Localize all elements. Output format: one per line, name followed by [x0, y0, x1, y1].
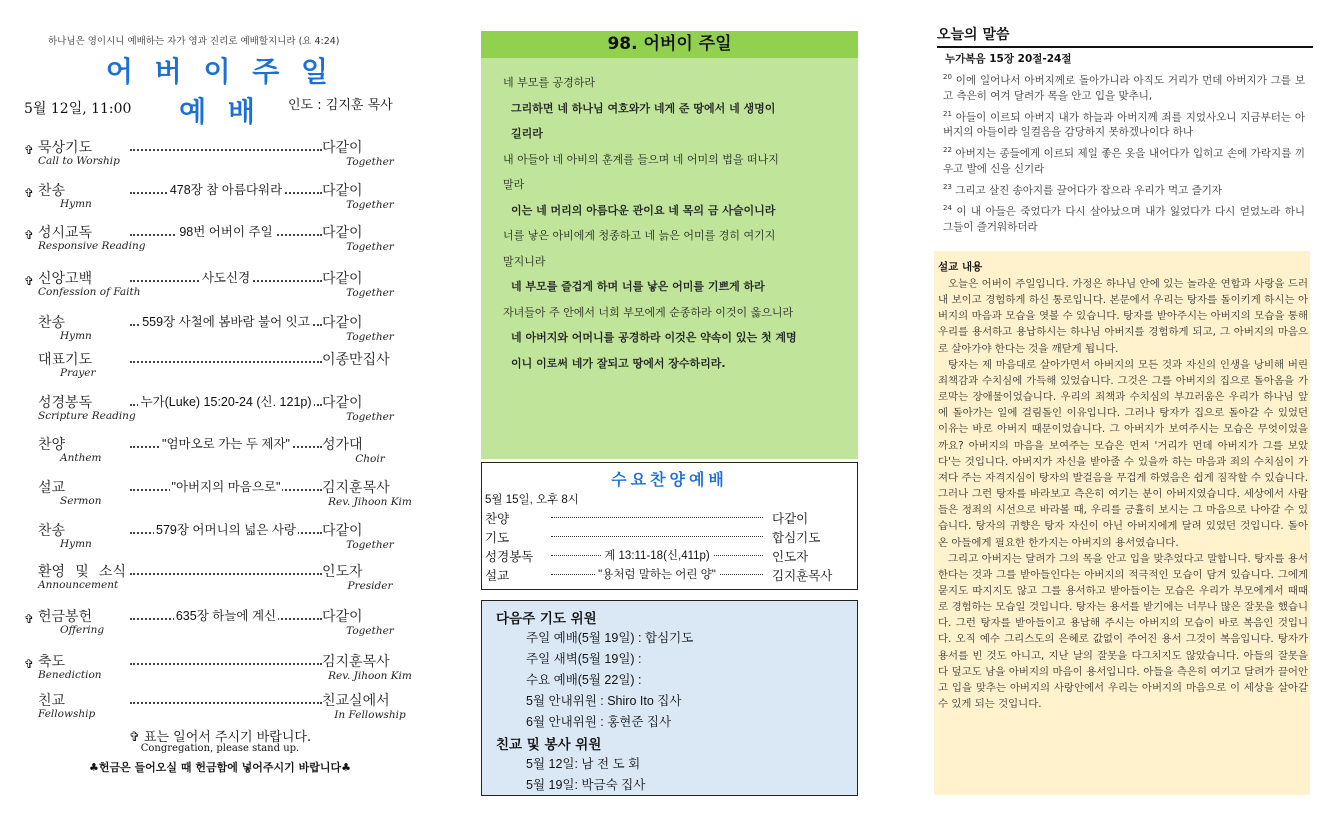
- responsive-reading-title: 98. 어버이 주일: [481, 31, 858, 58]
- order-item-leader: 다같이: [322, 315, 363, 331]
- order-item-name: 찬송: [38, 183, 66, 199]
- wednesday-item-leader: 김지훈목사: [772, 568, 833, 583]
- order-item-name: 대표기도: [38, 352, 93, 368]
- sermon-paragraph: 그리고 아버지는 달려가 그의 목을 안고 입을 맞추었다고 말합니다. 탕자를 용서한다는 것과 그를 받아들인다는 아버지의 적극적인 모습이 담겨 있습니다. 그에게 묻지도 따지지도 않고 그를 용서하고 받아들이는 모습은 우리가 부모에게서 때때로 경험하는 모습일 것입니다. 탕자는 용서를 받기에는 너무나 많은 잘못을 했습니다. 그런 탕자를 받아들이고 용납해 주시는 아버지의 모습이 바로 복음인 것입니다. 오직 예수 그리스도의 은혜로 값없이 주어진 용서 그것이 복음입니다. 탕자가 용서를 빈 것도 아니고, 지난 날의 잘못을 다그치지도 않았습니다. 아들의 잘못을 다 덮고도 남을 아버지의 마음이 용서입니다. 아들을 측은히 여기고 달려가 끌어안고 입을 맞추는 아버지의 사랑안에서 우리는 아버지의 마음으로 이 세상을 살아갈 수 있게 되는 것입니다.: [938, 552, 1308, 711]
- order-item-name: 친교: [38, 693, 66, 709]
- prayer-item: 5월 안내위원 : Shiro Ito 집사: [526, 694, 682, 708]
- verse-text: 이에 일어나서 아버지께로 돌아가니라 아직도 거리가 먼데 아버지가 그를 보고 측은히 여겨 달려가 목을 안고 입을 맞추니,: [943, 74, 1305, 102]
- order-item-name: 환영 및 소식: [38, 564, 126, 580]
- order-item-detail-text: 사도신경: [201, 271, 251, 285]
- order-item: [20, 349, 420, 389]
- scripture-reference: 누가복음 15장 20절-24절: [945, 53, 1072, 65]
- dot-leader: [551, 517, 763, 518]
- order-item-detail: [126, 268, 326, 286]
- order-item-name: 성시교독: [38, 225, 93, 241]
- sermon-paragraph: 탕자는 제 마음대로 살아가면서 아버지의 모든 것과 자신의 인생을 낭비해 버린 죄책감과 수치심에 가득해 있었습니다. 그것은 그를 아버지의 집으로 돌아옴을 가로막는 장애물이었습니다. 우리의 죄책과 수치심의 부끄러움은 우리가 하나님 앞에 돌아가는 일에 걸림돌인 이유입니다. 그러나 탕자가 집으로 돌아갈 수 있었던 이유는 바로 아버지 때문이었습니다. 그 아버지가 보여주시는 모습은 무엇이었을까요? 아버지의 마음을 보여주는 모습은 먼저 '거리가 먼데 아버지가 그를 보았다'는 것입니다. 아버지가 자신을 받아줄 수 있을까 하는 마음과 죄의 수치심이 가져다 주는 자격지심이 탕자의 발걸음을 무겁게 하였음은 쉽게 짐작할 수 있습니다. 그러나 그런 탕자를 바라보고 측은히 여기는 분이 아버지였습니다. 세상에서 사람들은 정죄의 시선으로 바라볼 때, 우리를 긍휼히 보시는 그 마음으로 나아갈 수 있습니다. 탕자의 귀향은 탕자 자신이 아닌 아버지에게 달려 있었던 것입니다. 돌아온 아들에게 필요한 한가지는 아버지의 용서였습니다.: [938, 358, 1308, 549]
- order-item-leader: 성가대: [322, 437, 363, 453]
- order-item-name: 찬양: [38, 437, 66, 453]
- order-item-leader-en: Together: [346, 539, 394, 551]
- cross-icon: ✞: [24, 186, 35, 200]
- prayer-item: 수요 예배(5월 22일) :: [526, 673, 642, 687]
- order-item-leader-en: Together: [346, 241, 394, 253]
- order-item-leader: 친교실에서: [322, 693, 390, 709]
- order-item-detail: [126, 477, 326, 495]
- order-item: [20, 520, 420, 560]
- order-item-leader-en: Together: [346, 287, 394, 299]
- reading-line: 네 아버지와 어머니를 공경하라 이것은 약속이 있는 첫 계명: [511, 331, 797, 344]
- order-item-leader: 다같이: [322, 523, 363, 539]
- order-item: [20, 137, 420, 177]
- wednesday-item-name: 기도: [485, 530, 510, 545]
- order-item-detail: [126, 392, 326, 410]
- order-item-leader-en: Together: [346, 411, 394, 423]
- wednesday-service-date: 5월 15일, 오후 8시: [485, 494, 579, 506]
- fellowship-item: 5월 19일: 박금숙 집사: [526, 778, 646, 792]
- order-item-detail: [126, 520, 326, 538]
- order-item-name: 설교: [38, 480, 66, 496]
- order-item-leader: 이종만집사: [322, 352, 390, 368]
- wednesday-item-leader: 인도자: [772, 549, 809, 564]
- wednesday-item-leader: 다같이: [772, 511, 809, 526]
- dot-leader: [130, 351, 322, 363]
- order-item: [20, 690, 420, 730]
- verse-text: 아버지는 종들에게 이르되 제일 좋은 옷을 내어다가 입히고 손에 가락지를 끼우고 발에 신을 신기라: [943, 147, 1305, 175]
- cross-icon: ✞: [24, 274, 35, 288]
- verse-number: 24: [943, 204, 952, 212]
- dot-leader: [130, 692, 322, 704]
- dot-leader: [130, 563, 322, 575]
- order-item: [20, 268, 420, 308]
- prayer-heading: 다음주 기도 위원: [496, 611, 597, 627]
- reading-line: 말지니라: [503, 254, 546, 268]
- prayer-committee-box: [481, 600, 858, 796]
- verse-number: 20: [943, 73, 952, 81]
- order-item: [20, 651, 420, 691]
- wednesday-service-title: 수요찬양예배: [611, 470, 728, 489]
- order-item-name-en: Sermon: [60, 495, 102, 507]
- order-item-detail: [126, 606, 326, 624]
- scripture-verse: [943, 70, 1305, 104]
- offering-note: ♣헌금은 들어오실 때 헌금함에 넣어주시기 바랍니다♣: [88, 761, 351, 774]
- sermon-box: [934, 251, 1310, 795]
- order-item-detail: [126, 180, 326, 198]
- cross-icon: ✞: [24, 612, 35, 626]
- verse-text: 아들이 이르되 아버지 내가 하늘과 아버지께 죄를 지었사오니 지금부터는 아버지의 아들이라 일컬음을 감당하지 못하겠나이다 하나: [943, 111, 1305, 138]
- order-item-name: 찬송: [38, 315, 66, 331]
- order-item-detail-text: "아버지의 마음으로": [171, 480, 281, 494]
- order-item-name-en: Prayer: [60, 367, 96, 379]
- order-item-leader: 다같이: [322, 183, 363, 199]
- order-item: [20, 606, 420, 646]
- wednesday-item-detail: [547, 547, 767, 563]
- order-item: [20, 312, 420, 352]
- order-item-leader-en: Together: [346, 199, 394, 211]
- order-item-name-en: Scripture Reading: [38, 410, 136, 422]
- order-item: [20, 392, 420, 432]
- dot-leader: [130, 139, 322, 151]
- wednesday-item-detail-text: "용처럼 말하는 어린 양": [595, 569, 719, 581]
- stand-note: ✞ 표는 일어서 주시기 바랍니다.: [128, 730, 312, 745]
- page-title: 어 버 이 주 일 예 배: [105, 55, 335, 128]
- order-item-detail-text: 559장 사철에 봄바람 불어 잇고: [142, 315, 310, 329]
- order-item-name: 신앙고백: [38, 271, 93, 287]
- order-item-leader: 인도자: [322, 564, 363, 580]
- dot-leader: [130, 653, 322, 665]
- order-item-name-en: Confession of Faith: [38, 286, 141, 298]
- order-item-name-en: Anthem: [60, 452, 102, 464]
- order-item: [20, 477, 420, 517]
- verse-number: 23: [943, 182, 952, 191]
- wednesday-item-detail-text: 계 13:11-18(신,411p): [601, 550, 713, 562]
- order-item-name-en: Responsive Reading: [38, 240, 146, 252]
- order-item-name: 찬송: [38, 523, 66, 539]
- order-item: [20, 434, 420, 474]
- order-item-leader-en: Presider: [347, 580, 393, 592]
- wednesday-item-leader: 합심기도: [772, 530, 821, 545]
- order-item-name-en: Hymn: [60, 330, 92, 342]
- order-item-leader-en: Together: [346, 331, 394, 343]
- wednesday-item-detail: [547, 566, 767, 582]
- wednesday-item-name: 찬양: [485, 511, 510, 526]
- order-item-name-en: Call to Worship: [38, 155, 120, 167]
- wednesday-order-item: [485, 528, 855, 546]
- verse-number: 22: [943, 146, 952, 154]
- reading-line: 이는 네 머리의 아름다운 관이요 네 목의 금 사슬이니라: [511, 203, 776, 217]
- cross-icon: ✞: [24, 657, 35, 671]
- order-item-name-en: Hymn: [60, 198, 92, 210]
- scripture-verse: [943, 143, 1305, 177]
- order-item-name-en: Fellowship: [38, 708, 96, 720]
- reading-line: 길리라: [511, 127, 543, 140]
- order-item-name-en: Announcement: [38, 579, 119, 591]
- order-item-leader: 김지훈목사: [322, 480, 390, 496]
- wednesday-order-item: [485, 547, 855, 565]
- order-item-detail-text: 579장 어머니의 넓은 사랑: [156, 523, 296, 537]
- reading-line: 내 아들아 네 아비의 훈계를 들으며 네 어미의 법을 떠나지: [503, 152, 779, 166]
- cross-icon: ✞: [24, 228, 35, 242]
- wednesday-service-box: [481, 462, 858, 590]
- order-item-leader-en: Rev. Jihoon Kim: [328, 496, 412, 508]
- verse-text: 그리고 살진 송아지를 끌어다가 잡으라 우리가 먹고 즐기자: [955, 184, 1223, 196]
- reading-line: 네 부모를 공경하라: [503, 76, 596, 89]
- scripture-verse: [943, 201, 1305, 235]
- order-item-name-en: Offering: [60, 624, 105, 636]
- reading-line: 이니 이로써 네가 잘되고 땅에서 장수하리라.: [511, 356, 726, 370]
- order-item-name-en: Benediction: [38, 669, 102, 681]
- order-item-leader: 다같이: [322, 609, 363, 625]
- sermon-heading: 설교 내용: [938, 261, 983, 273]
- fellowship-heading: 친교 및 봉사 위원: [496, 737, 602, 753]
- responsive-reading-lines: [503, 75, 843, 381]
- reading-line: 자녀들아 주 안에서 너희 부모에게 순종하라 이것이 옳으니라: [503, 305, 794, 319]
- verse-text: 이 내 아들은 죽었다가 다시 살아났으며 내가 잃었다가 다시 얻었노라 하니 그들이 즐거워하더라: [943, 205, 1305, 233]
- order-item: [20, 222, 420, 262]
- prayer-item: 6월 안내위원 : 홍현준 집사: [526, 715, 672, 729]
- order-item-leader-en: Together: [346, 156, 394, 168]
- order-item-detail-text: "엄마오로 가는 두 제자": [162, 437, 290, 451]
- order-item-name: 축도: [38, 654, 66, 670]
- wednesday-order-item: [485, 566, 855, 584]
- wednesday-order-item: [485, 509, 855, 527]
- order-item-detail: [126, 434, 326, 452]
- order-item-detail-text: 635장 하늘에 계신: [175, 609, 277, 623]
- scripture-verse: [943, 107, 1305, 141]
- prayer-item: 주일 예배(5월 19일) : 합심기도: [526, 631, 694, 645]
- order-item-leader: 다같이: [322, 395, 363, 411]
- order-item: [20, 561, 420, 601]
- order-item-detail: [126, 222, 326, 240]
- order-item-name: 성경봉독: [38, 395, 93, 411]
- service-leader: 인도 : 김지훈 목사: [288, 98, 393, 113]
- reading-line: 그리하면 네 하나님 여호와가 네게 준 땅에서 네 생명이: [511, 101, 776, 115]
- responsive-reading-box: [481, 31, 858, 459]
- scripture-verse: [943, 180, 1305, 199]
- wednesday-item-name: 성경봉독: [485, 549, 534, 564]
- order-item-leader: 다같이: [322, 225, 363, 241]
- order-item-detail-text: 누가(Luke) 15:20-24 (신. 121p): [140, 395, 312, 409]
- order-item-leader: 다같이: [322, 140, 363, 156]
- service-date: 5월 12일, 11:00: [24, 101, 132, 117]
- order-item-leader-en: Rev. Jihoon Kim: [328, 670, 412, 682]
- verse-number: 21: [943, 109, 952, 118]
- header-verse: 하나님은 영이시니 예배하는 자가 영과 진리로 예배할지니라 (요 4:24): [48, 36, 340, 47]
- order-item-detail-text: 478장 참 아름다워라: [169, 183, 283, 197]
- order-item-detail: [126, 312, 326, 330]
- order-item-name-en: Hymn: [60, 538, 92, 550]
- order-item-leader-en: In Fellowship: [334, 709, 406, 721]
- wednesday-item-name: 설교: [485, 568, 510, 583]
- sermon-paragraph: 오늘은 어버이 주일입니다. 가정은 하나님 안에 있는 놀라운 연합과 사랑을 드러내 보이고 경험하게 하신 통로입니다. 본문에서 우리는 탕자를 돌이키게 하시는 아버지의 마음과 모습을 엿볼 수 있습니다. 탕자를 받아주시는 아버지의 모습을 통해 우리를 용서하고 용납하시는 하나님 아버지를 경험하게 되고, 그 아버지의 마음으로 살아가야 한다는 것을 깨닫게 됩니다.: [938, 278, 1308, 355]
- prayer-item: 주일 새벽(5월 19일) :: [526, 652, 642, 666]
- order-item: [20, 180, 420, 220]
- order-item-leader-en: Choir: [355, 453, 385, 465]
- reading-line: 네 부모를 즐겁게 하며 너를 낳은 어미를 기쁘게 하라: [511, 280, 765, 293]
- stand-note-en: Congregation, please stand up.: [140, 743, 300, 754]
- fellowship-item: 5월 12일: 남 전 도 회: [526, 757, 641, 771]
- todays-word-heading: 오늘의 말씀: [937, 24, 1313, 48]
- order-item-leader: 김지훈목사: [322, 654, 390, 670]
- order-item-leader-en: Together: [346, 625, 394, 637]
- dot-leader: [551, 536, 763, 537]
- order-item-name: 헌금봉헌: [38, 609, 93, 625]
- order-of-worship: [20, 30, 420, 810]
- cross-icon: ✞: [24, 143, 35, 157]
- order-item-detail-text: 98번 어버이 주일: [179, 225, 273, 239]
- order-item-name: 묵상기도: [38, 140, 93, 156]
- sermon-text: [938, 276, 1308, 712]
- reading-line: 너를 낳은 아비에게 청종하고 네 늙은 어미를 경히 여기지: [503, 229, 776, 242]
- order-item-leader: 다같이: [322, 271, 363, 287]
- scripture-verses: [943, 70, 1305, 238]
- reading-line: 말라: [503, 178, 525, 191]
